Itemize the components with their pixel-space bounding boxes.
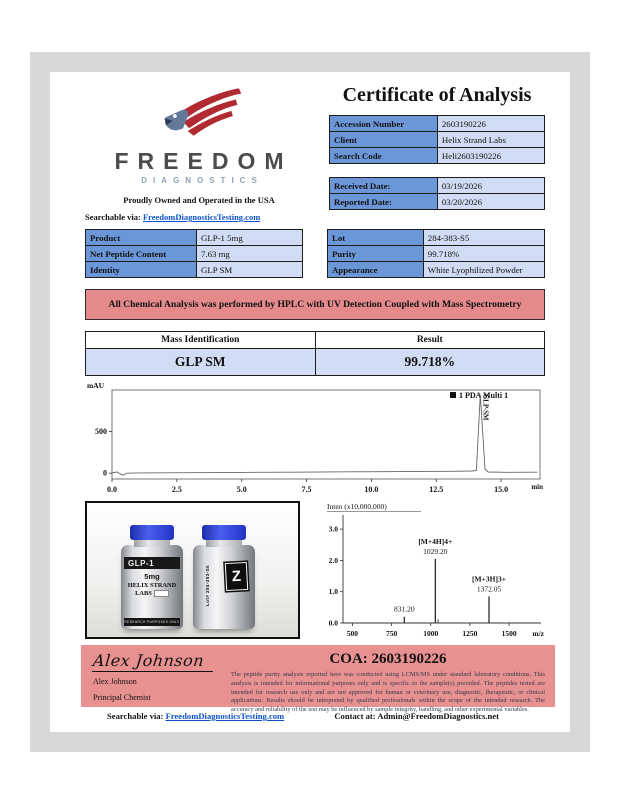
table-row	[86, 246, 303, 262]
vial-brand-line1: HELIX STRAND	[127, 582, 177, 589]
header-section	[85, 82, 545, 224]
field-value: 7.63 mg	[196, 246, 302, 262]
svg-text:12.5: 12.5	[429, 485, 444, 494]
vial-product-name: GLP-1	[124, 557, 180, 569]
svg-text:Inten (x10,000,000): Inten (x10,000,000)	[327, 502, 387, 511]
result-table	[85, 331, 545, 376]
vial-photo	[85, 501, 300, 639]
result-value: 99.718%	[315, 349, 545, 376]
vial-cap	[202, 525, 246, 540]
purity-badge	[154, 590, 169, 597]
page-title: Certificate of Analysis	[342, 84, 532, 106]
vial-brand-line2	[124, 590, 180, 597]
svg-text:1250: 1250	[462, 629, 478, 638]
bottom-contact: Contact at: Admin@FreedomDiagnostics.net	[334, 711, 499, 721]
searchable-link[interactable]: FreedomDiagnosticsTesting.com	[142, 212, 261, 222]
searchable-label: Searchable via:	[85, 212, 141, 222]
field-label: Reported Date:	[330, 194, 438, 210]
vial-strength: 5mg	[144, 572, 160, 581]
svg-text:1.0: 1.0	[328, 587, 338, 597]
svg-text:5.0: 5.0	[236, 485, 247, 494]
field-label: Received Date:	[330, 178, 438, 194]
certificate-document	[50, 72, 570, 732]
vial-back-body	[193, 545, 255, 629]
vial-back	[193, 525, 255, 629]
brand-tagline: Proudly Owned and Operated in the USA	[123, 195, 275, 205]
vial-labs-text: LABS	[135, 590, 152, 597]
svg-text:1500: 1500	[501, 629, 517, 638]
lot-table	[327, 229, 545, 278]
field-value: Helix Strand Labs	[437, 132, 544, 148]
svg-text:831.20: 831.20	[393, 604, 415, 614]
bottom-search-link[interactable]: FreedomDiagnosticsTesting.com	[165, 711, 285, 721]
svg-text:500: 500	[346, 629, 359, 638]
vial-front-body	[121, 545, 183, 629]
table-row	[86, 262, 303, 278]
vial-cap	[130, 525, 174, 540]
field-label: Net Peptide Content	[86, 246, 197, 262]
svg-text:1000: 1000	[423, 629, 439, 638]
svg-text:min: min	[531, 483, 543, 491]
result-header: Mass Identification	[86, 332, 316, 349]
field-value: Heli2603190226	[437, 148, 544, 164]
evidence-section	[85, 501, 545, 639]
coa-column	[231, 651, 545, 713]
field-value: GLP-1 5mg	[196, 230, 302, 246]
result-value: GLP SM	[86, 349, 316, 376]
svg-text:1029.20: 1029.20	[423, 546, 448, 556]
signer-name: Alex Johnson	[93, 677, 137, 686]
table-row	[330, 148, 545, 164]
svg-text:GLP-SM: GLP-SM	[481, 394, 489, 421]
brand-column	[85, 82, 313, 224]
table-row	[86, 230, 303, 246]
table-row	[328, 246, 545, 262]
field-value: 03/20/2026	[437, 194, 544, 210]
field-value: GLP SM	[196, 262, 302, 278]
field-value: 99.718%	[423, 246, 544, 262]
svg-text:[M+4H]4+: [M+4H]4+	[418, 536, 453, 546]
field-value: 284-383-S5	[423, 230, 544, 246]
svg-text:1372.05: 1372.05	[476, 584, 502, 594]
bottom-search-label: Searchable via:	[107, 711, 164, 721]
product-section	[85, 229, 545, 278]
svg-text:2.0: 2.0	[328, 555, 338, 565]
searchable-line	[85, 212, 313, 222]
field-label: Client	[330, 132, 438, 148]
svg-text:7.5: 7.5	[301, 485, 312, 494]
bottom-search	[107, 711, 284, 721]
field-label: Accession Number	[330, 116, 438, 132]
svg-text:m/z: m/z	[532, 629, 544, 638]
vial-front-label	[124, 557, 180, 626]
svg-text:0.0: 0.0	[328, 618, 338, 628]
table-row	[330, 132, 545, 148]
product-table	[85, 229, 303, 278]
svg-text:mAU: mAU	[87, 381, 105, 390]
table-row	[328, 262, 545, 278]
svg-text:2.5: 2.5	[171, 485, 182, 494]
field-label: Search Code	[330, 148, 438, 164]
mass-spectrum	[310, 501, 545, 639]
signature-handwriting: Alex Johnson	[92, 651, 215, 672]
result-header-row	[86, 332, 545, 349]
svg-text:0.0: 0.0	[107, 485, 117, 494]
svg-text:15.0: 15.0	[494, 485, 509, 494]
field-value: White Lyophilized Powder	[423, 262, 544, 278]
field-label: Appearance	[328, 262, 424, 278]
field-label: Identity	[86, 262, 197, 278]
table-row	[330, 178, 545, 194]
svg-text:750: 750	[385, 629, 398, 638]
identification-table	[329, 115, 545, 164]
title-column	[329, 82, 545, 224]
field-value: 03/19/2026	[437, 178, 544, 194]
disclaimer-text: The peptide purity analysis reported here was conducted using LCMS/MS under standard laboratory conditions. This analysis is intended for informational purposes only and is specific to the sample(s) provided. The peptides tested are intended for research use only and are not approved for human or veterinary use, diagnostic, therapeutic, or clinical applications. Results should be interpreted by qualified professionals within the scope of the intended research. The accuracy and reliability of the test may be influenced by sample integrity, handling, and other experimental variables.	[231, 671, 545, 713]
signature-column	[93, 651, 231, 703]
field-label: Purity	[328, 246, 424, 262]
result-value-row	[86, 349, 545, 376]
vial-front	[121, 525, 183, 629]
table-row	[330, 116, 545, 132]
svg-text:500: 500	[95, 427, 107, 437]
svg-text:0: 0	[103, 468, 107, 478]
hplc-chromatogram	[85, 381, 545, 495]
signature-footer	[81, 645, 555, 713]
table-row	[330, 194, 545, 210]
vial-research-note: RESEARCH PURPOSES ONLY	[124, 620, 180, 624]
certificate-frame	[30, 52, 590, 752]
svg-text:10.0: 10.0	[364, 485, 379, 494]
field-label: Product	[86, 230, 197, 246]
field-value: 2603190226	[437, 116, 544, 132]
svg-text:3.0: 3.0	[328, 524, 338, 534]
result-header: Result	[315, 332, 545, 349]
vial-lot-text: Lot# 284-383-S5	[205, 565, 210, 606]
svg-text:[M+3H]3+: [M+3H]3+	[472, 574, 507, 584]
coa-number: COA: 2603190226	[329, 651, 447, 667]
qr-code: Z	[223, 560, 250, 592]
dates-table	[329, 177, 545, 210]
method-banner: All Chemical Analysis was performed by HPLC with UV Detection Coupled with Mass Spectrometry	[85, 289, 545, 320]
svg-text:1 PDA Multi 1: 1 PDA Multi 1	[459, 391, 509, 400]
table-row	[328, 230, 545, 246]
brand-name: FREEDOM	[114, 148, 293, 174]
eagle-logo-icon	[149, 86, 249, 150]
signer-title: Principal Chemist	[93, 693, 151, 702]
field-label: Lot	[328, 230, 424, 246]
brand-subtitle: DIAGNOSTICS	[141, 176, 263, 185]
